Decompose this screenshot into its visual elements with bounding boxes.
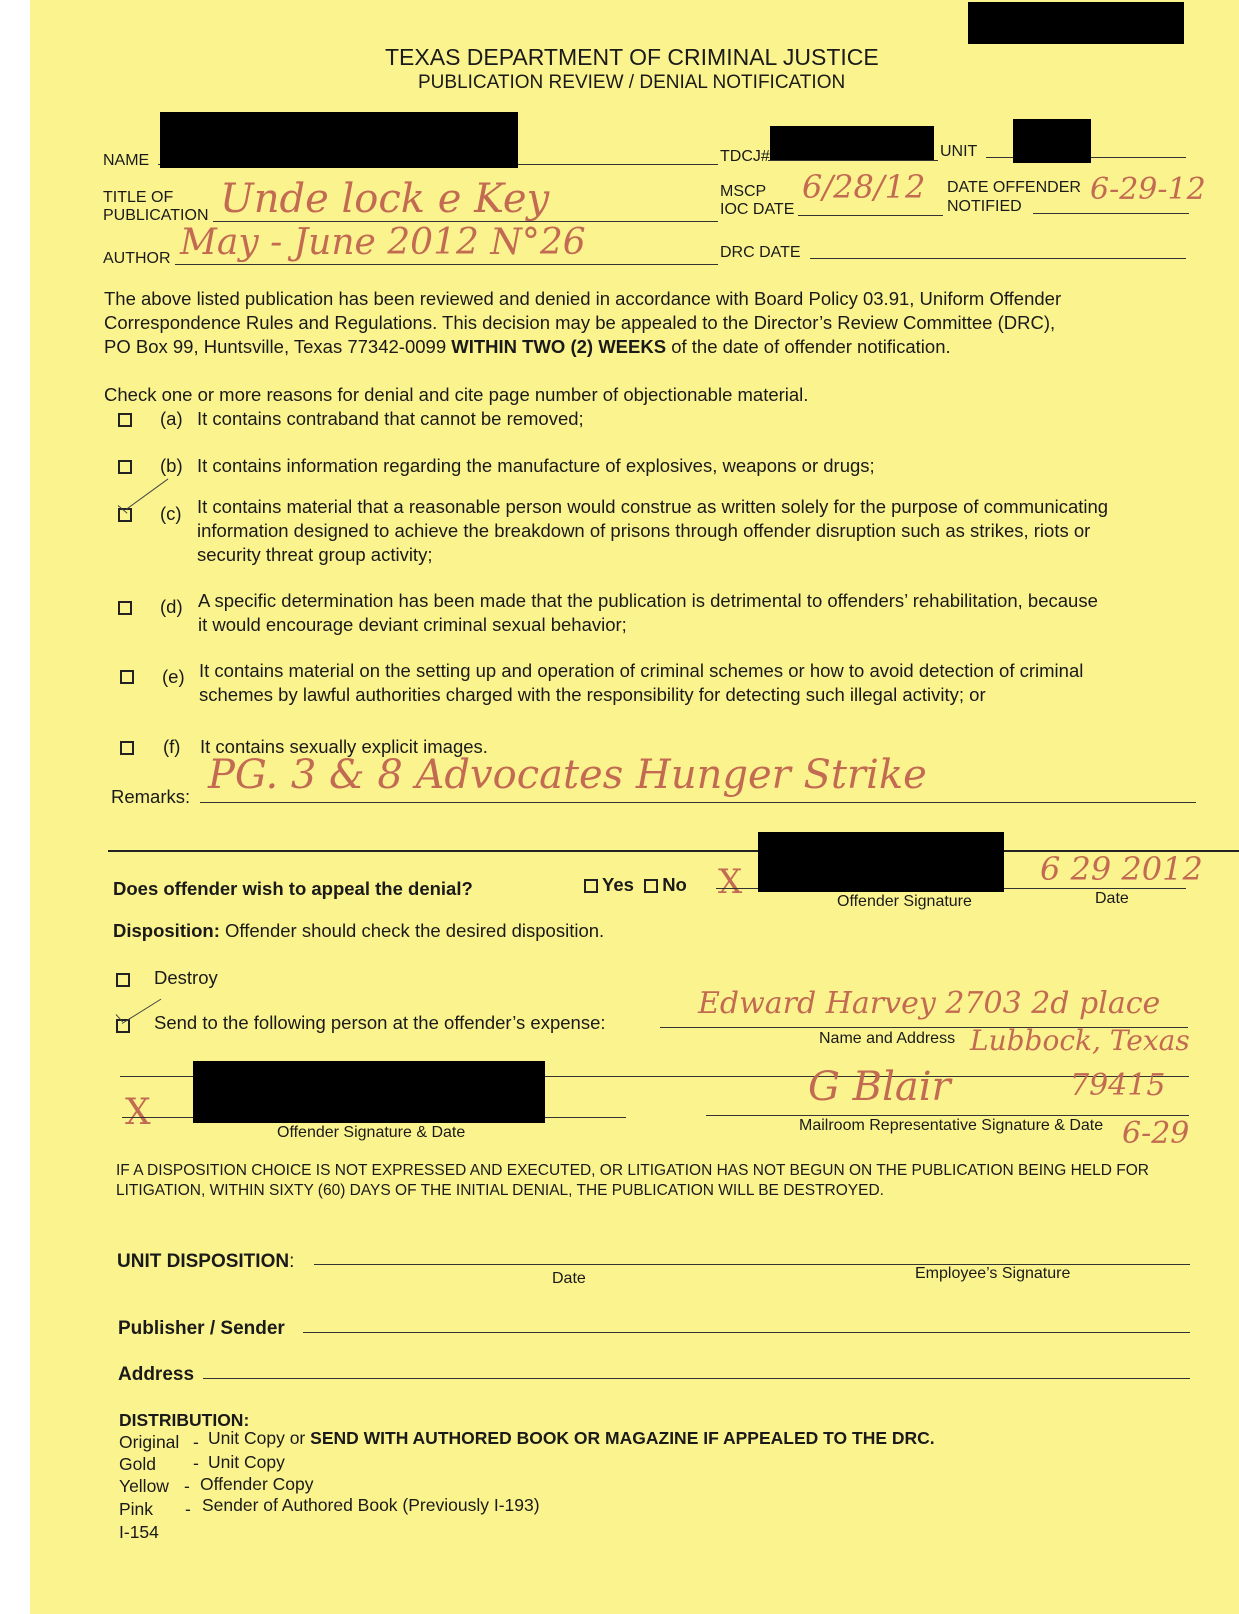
distribution-original-text <box>208 1428 935 1449</box>
disposition-instruction <box>113 920 604 942</box>
author-label: AUTHOR <box>103 250 171 267</box>
reason-c-text-3: security threat group activity; <box>197 544 433 565</box>
tdcj-label: TDCJ# <box>720 148 770 165</box>
address-label: Address <box>118 1364 195 1385</box>
name-label: NAME <box>103 152 150 169</box>
reason-b-checkbox[interactable] <box>118 460 132 474</box>
intro-line-2: Correspondence Rules and Regulations. This decision may be appealed to the Director’s Review Committee (DRC), <box>104 312 1056 333</box>
distribution-gold-dash: - <box>193 1453 199 1473</box>
distribution-pink-text: Sender of Authored Book (Previously I-193) <box>202 1495 540 1515</box>
distribution-heading: DISTRIBUTION: <box>119 1410 250 1430</box>
unit-disposition-label <box>117 1251 294 1273</box>
reason-d-text-1: A specific determination has been made that the publication is detrimental to offenders’ rehabilitation, because <box>198 590 1098 611</box>
recipient-line-1: Edward Harvey 2703 2d place <box>698 986 1161 1021</box>
form-number: I-154 <box>119 1522 159 1542</box>
reason-e-checkbox[interactable] <box>120 670 134 684</box>
reason-d-checkbox[interactable] <box>118 601 132 615</box>
offender-x-mark: X <box>125 1092 151 1133</box>
distribution-yellow-copy: Yellow <box>119 1476 169 1496</box>
recipient-zip: 79415 <box>1070 1068 1166 1103</box>
appeal-x-mark: X <box>718 862 743 902</box>
appeal-date-value: 6 29 2012 <box>1040 850 1203 888</box>
remarks-line <box>200 802 1196 803</box>
drc-date-line <box>810 258 1186 259</box>
redaction-appeal-signature <box>758 832 1004 892</box>
ioc-date-line <box>798 215 943 216</box>
mailroom-date: 6-29 <box>1122 1116 1190 1151</box>
publisher-sender-line <box>303 1332 1190 1333</box>
reason-d-text-2: it would encourage deviant criminal sexual behavior; <box>198 614 627 635</box>
reason-e-text-1: It contains material on the setting up and operation of criminal schemes or how to avoid detection of criminal <box>199 660 1084 681</box>
redaction-name <box>160 112 518 168</box>
reason-a-letter: (a) <box>160 408 183 429</box>
unit-disposition-text: UNIT DISPOSITION <box>117 1251 290 1272</box>
form-title: PUBLICATION REVIEW / DENIAL NOTIFICATION <box>418 72 846 93</box>
drc-date-label: DRC DATE <box>720 244 801 261</box>
distribution-original-bold: SEND WITH AUTHORED BOOK OR MAGAZINE IF APPEALED TO THE DRC. <box>310 1428 935 1448</box>
appeal-no-checkbox[interactable] <box>644 879 658 893</box>
reason-c-text-1: It contains material that a reasonable person would construe as written solely for the purpose of communicating <box>197 496 1109 517</box>
redaction-offender-signature <box>193 1061 545 1123</box>
reason-f-checkbox[interactable] <box>120 741 134 755</box>
reason-b-text: It contains information regarding the manufacture of explosives, weapons or drugs; <box>197 455 875 476</box>
destroy-checkbox[interactable] <box>116 973 130 987</box>
distribution-pink-dash: - <box>185 1499 191 1519</box>
ioc-date-value: 6/28/12 <box>802 168 926 206</box>
appeal-question: Does offender wish to appeal the denial? <box>113 878 473 899</box>
form-sheet <box>30 0 1239 1614</box>
title-value: Unde lock e Key <box>220 176 550 222</box>
destruction-notice-1: IF A DISPOSITION CHOICE IS NOT EXPRESSED AND EXECUTED, OR LITIGATION HAS NOT BEGUN ON THE PUBLICATION BEING HELD FOR <box>116 1162 1149 1179</box>
intro-address: PO Box 99, Huntsville, Texas 77342-0099 <box>104 336 447 357</box>
mailroom-signature: G Blair <box>808 1064 951 1110</box>
unit-disposition-colon: : <box>289 1251 295 1272</box>
recipient-line-2: Lubbock, Texas <box>970 1024 1190 1057</box>
offender-signature-label: Offender Signature <box>837 893 972 910</box>
author-line <box>175 264 718 265</box>
disposition-rest: Offender should check the desired disposition. <box>225 920 605 941</box>
reason-c-letter: (c) <box>160 503 182 524</box>
reason-b-letter: (b) <box>160 455 183 476</box>
agency-title: TEXAS DEPARTMENT OF CRIMINAL JUSTICE <box>385 44 879 70</box>
intro-line-3 <box>104 336 951 358</box>
mscp-label-1: MSCP <box>720 183 767 200</box>
tdcj-line <box>768 160 938 161</box>
title-label-2: PUBLICATION <box>103 207 209 224</box>
distribution-yellow-text: Offender Copy <box>200 1474 314 1494</box>
date-offender-label-1: DATE OFFENDER <box>947 179 1081 196</box>
reason-e-text-2: schemes by lawful authorities charged with the responsibility for detecting such illegal activity; or <box>199 684 986 705</box>
address-line <box>203 1378 1190 1379</box>
date-notified-line <box>1033 213 1189 214</box>
employee-signature-label: Employee’s Signature <box>915 1265 1071 1282</box>
reason-c-text-2: information designed to achieve the breakdown of prisons through offender disruption such as strikes, riots or <box>197 520 1091 541</box>
redaction-top <box>968 2 1184 44</box>
unit-label: UNIT <box>940 143 978 160</box>
send-label: Send to the following person at the offender’s expense: <box>154 1012 606 1033</box>
reason-e-letter: (e) <box>162 666 185 687</box>
publisher-sender-label: Publisher / Sender <box>118 1318 285 1339</box>
intro-tail: of the date of offender notification. <box>671 336 951 357</box>
disposition-label: Disposition: <box>113 920 220 941</box>
appeal-options <box>584 874 687 896</box>
appeal-yes-checkbox[interactable] <box>584 879 598 893</box>
redaction-unit <box>1013 119 1091 163</box>
appeal-date-label: Date <box>1095 890 1129 907</box>
distribution-yellow-dash: - <box>184 1476 190 1496</box>
date-offender-value: 6-29-12 <box>1090 172 1206 207</box>
name-address-label: Name and Address <box>819 1030 956 1047</box>
distribution-pink-copy: Pink <box>119 1499 154 1519</box>
reasons-heading: Check one or more reasons for denial and cite page number of objectionable material. <box>104 384 809 405</box>
distribution-gold-copy: Gold <box>119 1454 156 1474</box>
distribution-original-plain: Unit Copy or <box>208 1428 306 1448</box>
intro-line-1: The above listed publication has been reviewed and denied in accordance with Board Policy 03.91, Uniform Offender <box>104 288 1062 309</box>
reason-d-letter: (d) <box>160 596 183 617</box>
intro-deadline: WITHIN TWO (2) WEEKS <box>451 336 667 357</box>
appeal-yes-label: Yes <box>602 874 634 895</box>
mailroom-signature-label: Mailroom Representative Signature & Date <box>799 1117 1104 1134</box>
redaction-tdcj <box>770 126 934 160</box>
author-value: May - June 2012 N°26 <box>180 222 586 263</box>
mailroom-signature-line <box>706 1115 1189 1116</box>
distribution-original-copy: Original <box>119 1432 180 1452</box>
unit-disposition-date-label: Date <box>552 1270 586 1287</box>
date-offender-label-2: NOTIFIED <box>947 198 1022 215</box>
title-label-1: TITLE OF <box>103 189 174 206</box>
destroy-label: Destroy <box>154 967 218 988</box>
reason-f-letter: (f) <box>163 736 181 757</box>
distribution-gold-text: Unit Copy <box>208 1452 285 1472</box>
mscp-label-2: IOC DATE <box>720 201 795 218</box>
appeal-no-label: No <box>662 874 687 895</box>
reason-f-text: It contains sexually explicit images. <box>200 736 488 757</box>
destruction-notice-2: LITIGATION, WITHIN SIXTY (60) DAYS OF THE INITIAL DENIAL, THE PUBLICATION WILL BE DESTROYED. <box>116 1182 884 1199</box>
distribution-original-dash: - <box>193 1432 199 1452</box>
offender-signature-date-label: Offender Signature & Date <box>277 1124 466 1141</box>
remarks-label: Remarks: <box>111 786 191 807</box>
remarks-value: PG. 3 & 8 Advocates Hunger Strike <box>208 752 927 798</box>
reason-a-checkbox[interactable] <box>118 413 132 427</box>
reason-a-text: It contains contraband that cannot be removed; <box>197 408 584 429</box>
